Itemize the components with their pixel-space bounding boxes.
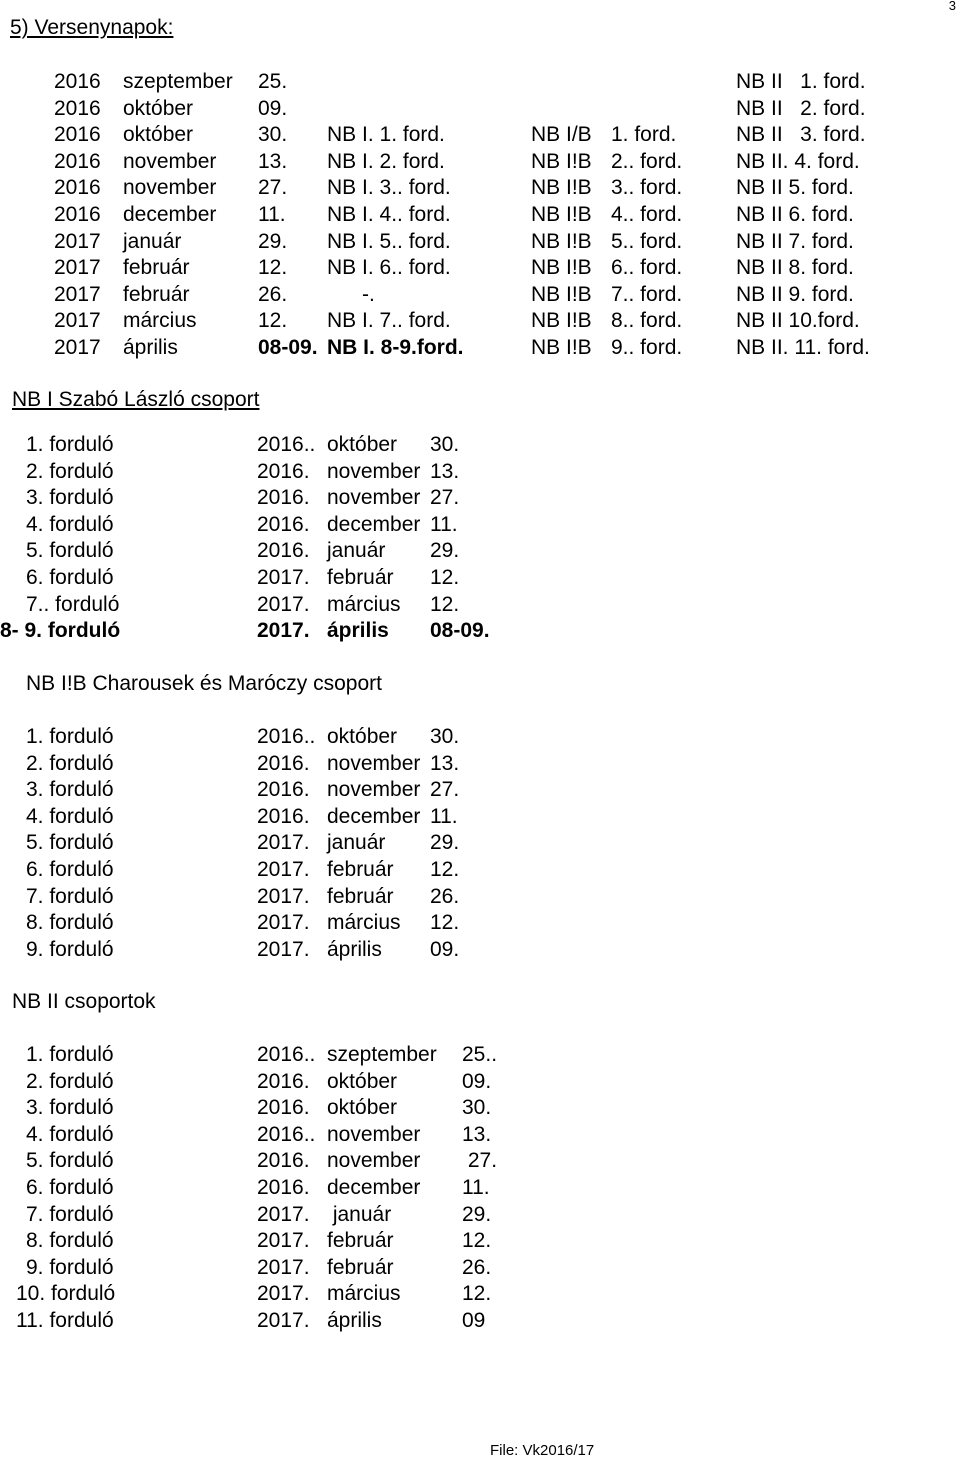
schedule-row [0, 149, 960, 175]
schedule-cell-day: 12. [258, 256, 288, 280]
schedule-cell-nb1b-b: 2.. ford. [611, 149, 683, 173]
schedule-cell-nb1b-a: NB I!B [531, 176, 592, 200]
schedule-cell-nb1: NB I. 3.. ford. [327, 176, 451, 200]
round-cell-month: november [327, 778, 421, 802]
round-cell-month: április [327, 1309, 382, 1332]
round-cell-round: 5. forduló [26, 831, 114, 855]
round-cell-day: 12. [430, 566, 460, 589]
schedule-cell-nb2: NB II 2. ford. [736, 96, 866, 120]
round-cell-day: 13. [430, 459, 460, 483]
round-cell-month: január [327, 1202, 392, 1226]
schedule-cell-nb1b-b: 5.. ford. [611, 229, 683, 253]
round-cell-day: 11. [462, 1176, 490, 1199]
round-cell-round: 1. forduló [26, 725, 114, 748]
round-cell-round: 4. forduló [26, 512, 114, 536]
schedule-cell-day: 11. [258, 203, 286, 226]
round-row [0, 1308, 960, 1334]
round-cell-month: február [327, 1255, 394, 1279]
schedule-cell-day: 27. [258, 176, 288, 200]
round-cell-year: 2017. [257, 1282, 310, 1306]
round-cell-month: február [327, 566, 394, 589]
schedule-cell-nb2: NB II 8. ford. [736, 256, 854, 280]
schedule-cell-nb1b-a: NB I!B [531, 282, 592, 306]
round-row [0, 432, 960, 458]
schedule-cell-nb1b-b: 1. ford. [611, 123, 677, 147]
page-heading: 5) Versenynapok: [10, 16, 174, 39]
round-row [0, 910, 960, 936]
round-cell-month: szeptember [327, 1043, 437, 1066]
schedule-cell-nb1b-b: 9.. ford. [611, 336, 683, 359]
round-cell-day: 27. [462, 1149, 498, 1173]
round-cell-month: november [327, 486, 421, 510]
schedule-cell-nb1b-b: 6.. ford. [611, 256, 683, 280]
schedule-row [0, 175, 960, 201]
round-row [0, 724, 960, 750]
schedule-cell-month: szeptember [123, 70, 233, 93]
schedule-cell-month: október [123, 96, 194, 120]
round-cell-round: 3. forduló [26, 1096, 114, 1120]
schedule-cell-nb1b-a: NB I!B [531, 149, 592, 173]
round-cell-month: január [327, 831, 386, 855]
schedule-cell-month: október [123, 123, 194, 147]
round-cell-round: 5. forduló [26, 539, 114, 563]
round-cell-year: 2016. [257, 1069, 310, 1093]
round-cell-day: 12. [430, 911, 460, 935]
round-cell-day: 27. [430, 778, 460, 802]
schedule-cell-day: 13. [258, 149, 288, 173]
round-cell-day: 29. [462, 1202, 492, 1226]
schedule-cell-nb1b-a: NB I!B [531, 309, 592, 333]
schedule-cell-month: április [123, 336, 178, 359]
round-cell-round: 2. forduló [26, 1069, 114, 1093]
schedule-cell-year: 2017 [54, 282, 101, 306]
round-cell-month: december [327, 804, 421, 828]
round-row [0, 830, 960, 856]
round-cell-round: 6. forduló [26, 1176, 114, 1199]
round-cell-day: 12. [462, 1229, 492, 1253]
round-cell-year: 2017. [257, 884, 310, 908]
round-cell-round: 11. forduló [16, 1309, 114, 1332]
round-cell-round: 6. forduló [26, 858, 114, 881]
schedule-cell-nb1: NB I. 4.. ford. [327, 203, 451, 226]
schedule-cell-day: 08-09. [258, 336, 318, 359]
round-cell-day: 26. [430, 884, 460, 908]
round-cell-year: 2017. [257, 619, 310, 643]
page-number: 3 [948, 0, 956, 13]
round-row [0, 618, 960, 644]
round-cell-month: április [327, 619, 389, 643]
schedule-cell-nb1: NB I. 2. ford. [327, 149, 445, 173]
schedule-row [0, 122, 960, 148]
round-cell-round: 8. forduló [26, 911, 114, 935]
round-row [0, 1255, 960, 1281]
schedule-row [0, 308, 960, 334]
round-cell-day: 12. [430, 592, 460, 616]
round-row [0, 1122, 960, 1148]
round-cell-round: 3. forduló [26, 486, 114, 510]
schedule-row [0, 255, 960, 281]
schedule-cell-nb1b-b: 8.. ford. [611, 309, 683, 333]
schedule-cell-day: 12. [258, 309, 288, 333]
schedule-cell-year: 2017 [54, 229, 101, 253]
round-cell-month: február [327, 1229, 394, 1253]
round-cell-round: 7. forduló [26, 884, 114, 908]
round-row [0, 1042, 960, 1068]
schedule-cell-nb1: NB I. 1. ford. [327, 123, 445, 147]
round-row [0, 884, 960, 910]
round-cell-round: 6. forduló [26, 566, 114, 589]
schedule-cell-nb2: NB II 5. ford. [736, 176, 854, 200]
nb1-section-title: NB I Szabó László csoport [12, 388, 260, 411]
schedule-cell-day: 09. [258, 96, 288, 120]
round-cell-day: 09 [462, 1309, 486, 1332]
schedule-row [0, 69, 960, 95]
round-row [0, 1175, 960, 1201]
round-cell-year: 2016. [257, 486, 310, 510]
round-cell-day: 30. [430, 725, 460, 748]
round-row [0, 1228, 960, 1254]
schedule-cell-month: február [123, 256, 190, 280]
round-row [0, 937, 960, 963]
schedule-cell-month: november [123, 176, 217, 200]
round-cell-month: november [327, 1149, 421, 1173]
schedule-cell-day: 26. [258, 282, 288, 306]
round-cell-month: október [327, 433, 398, 456]
schedule-cell-nb2: NB II 1. ford. [736, 70, 866, 93]
round-row [0, 459, 960, 485]
schedule-cell-year: 2016 [54, 149, 101, 173]
schedule-row [0, 335, 960, 361]
round-cell-round: 4. forduló [26, 1122, 114, 1146]
round-cell-month: október [327, 725, 398, 748]
round-cell-day: 11. [430, 512, 458, 536]
round-cell-year: 2017. [257, 592, 310, 616]
round-cell-year: 2017. [257, 566, 310, 589]
round-cell-year: 2017. [257, 831, 310, 855]
schedule-cell-nb2: NB II 3. ford. [736, 123, 866, 147]
schedule-cell-month: január [123, 229, 182, 253]
round-cell-day: 29. [430, 831, 460, 855]
round-cell-month: december [327, 512, 421, 536]
round-cell-day: 30. [430, 433, 460, 456]
round-row [0, 592, 960, 618]
round-row [0, 751, 960, 777]
round-cell-day: 30. [462, 1096, 492, 1120]
schedule-cell-day: 25. [258, 70, 288, 93]
schedule-cell-day: 30. [258, 123, 288, 147]
footer-file-label: File: Vk2016/17 [490, 1442, 595, 1459]
round-cell-year: 2016. [257, 539, 310, 563]
round-row [0, 1202, 960, 1228]
schedule-cell-month: február [123, 282, 190, 306]
round-cell-month: február [327, 858, 394, 881]
round-cell-day: 12. [430, 858, 460, 881]
schedule-cell-year: 2017 [54, 256, 101, 280]
round-cell-year: 2016. [257, 459, 310, 483]
schedule-cell-year: 2017 [54, 336, 101, 359]
schedule-row [0, 282, 960, 308]
schedule-cell-nb1: NB I. 8-9.ford. [327, 336, 464, 359]
round-cell-month: január [327, 539, 386, 563]
round-row [0, 485, 960, 511]
round-row [0, 777, 960, 803]
schedule-cell-nb1b-a: NB I/B [531, 123, 592, 147]
round-cell-month: október [327, 1069, 398, 1093]
round-row [0, 857, 960, 883]
round-cell-round: 7.. forduló [26, 592, 120, 616]
round-cell-day: 08-09. [430, 619, 490, 643]
round-cell-day: 11. [430, 804, 458, 828]
round-cell-year: 2016. [257, 1096, 310, 1120]
schedule-cell-month: március [123, 309, 197, 333]
round-cell-month: március [327, 1282, 401, 1306]
round-cell-year: 2016. [257, 804, 310, 828]
round-cell-day: 12. [462, 1282, 492, 1306]
round-cell-year: 2016. [257, 1149, 310, 1173]
schedule-cell-month: december [123, 203, 217, 226]
schedule-cell-nb2: NB II. 4. ford. [736, 149, 860, 173]
round-cell-year: 2017. [257, 1202, 310, 1226]
schedule-cell-nb2: NB II. 11. ford. [736, 336, 870, 359]
round-cell-year: 2016. [257, 778, 310, 802]
round-cell-round: 7. forduló [26, 1202, 114, 1226]
round-cell-year: 2017. [257, 937, 310, 961]
round-cell-round: 3. forduló [26, 778, 114, 802]
round-cell-round: 9. forduló [26, 1255, 114, 1279]
round-cell-round: 1. forduló [26, 1043, 114, 1066]
schedule-cell-nb1b-a: NB I!B [531, 256, 592, 280]
round-cell-month: november [327, 459, 421, 483]
round-cell-day: 09. [430, 937, 460, 961]
round-cell-day: 27. [430, 486, 460, 510]
round-cell-year: 2016. [257, 512, 310, 536]
round-row [0, 512, 960, 538]
round-cell-month: február [327, 884, 394, 908]
round-cell-month: április [327, 937, 382, 961]
round-row [0, 1095, 960, 1121]
round-cell-year: 2016.. [257, 1043, 316, 1066]
schedule-cell-nb1b-a: NB I!B [531, 336, 592, 359]
round-cell-month: december [327, 1176, 421, 1199]
round-cell-year: 2016.. [257, 1122, 316, 1146]
schedule-cell-nb1b-a: NB I!B [531, 229, 592, 253]
schedule-row [0, 229, 960, 255]
round-row [0, 1148, 960, 1174]
schedule-cell-nb1: -. [327, 282, 375, 306]
round-cell-round: 10. forduló [16, 1282, 116, 1306]
round-row [0, 538, 960, 564]
round-cell-day: 13. [430, 751, 460, 775]
schedule-cell-nb1b-b: 4.. ford. [611, 203, 683, 226]
round-cell-month: november [327, 751, 421, 775]
round-cell-year: 2017. [257, 1309, 310, 1332]
round-row [0, 1281, 960, 1307]
schedule-cell-nb1: NB I. 7.. ford. [327, 309, 451, 333]
schedule-cell-year: 2017 [54, 309, 101, 333]
schedule-cell-year: 2016 [54, 123, 101, 147]
schedule-row [0, 202, 960, 228]
round-cell-round: 1. forduló [26, 433, 114, 456]
round-cell-month: november [327, 1122, 421, 1146]
schedule-cell-nb2: NB II 9. ford. [736, 282, 854, 306]
round-cell-day: 26. [462, 1255, 492, 1279]
round-cell-day: 09. [462, 1069, 492, 1093]
schedule-cell-nb1b-a: NB I!B [531, 203, 592, 226]
round-cell-year: 2016. [257, 751, 310, 775]
round-cell-year: 2016.. [257, 433, 316, 456]
round-cell-year: 2016.. [257, 725, 316, 748]
round-cell-year: 2017. [257, 1229, 310, 1253]
round-row [0, 1069, 960, 1095]
round-cell-round: 9. forduló [26, 937, 114, 961]
schedule-cell-nb2: NB II 7. ford. [736, 229, 854, 253]
nb1b-section-title: NB I!B Charousek és Maróczy csoport [26, 672, 382, 695]
schedule-cell-year: 2016 [54, 70, 101, 93]
schedule-row [0, 96, 960, 122]
round-cell-day: 13. [462, 1122, 492, 1146]
round-row [0, 804, 960, 830]
round-cell-round: 8- 9. forduló [0, 619, 121, 643]
round-cell-year: 2017. [257, 1255, 310, 1279]
schedule-cell-nb2: NB II 10.ford. [736, 309, 860, 333]
round-cell-month: március [327, 911, 401, 935]
round-cell-year: 2016. [257, 1176, 310, 1199]
nb2-section-title: NB II csoportok [12, 990, 156, 1013]
round-cell-round: 8. forduló [26, 1229, 114, 1253]
round-cell-day: 29. [430, 539, 460, 563]
round-cell-day: 25.. [462, 1043, 498, 1066]
schedule-cell-day: 29. [258, 229, 288, 253]
round-cell-round: 2. forduló [26, 459, 114, 483]
schedule-cell-nb1: NB I. 5.. ford. [327, 229, 451, 253]
schedule-cell-nb1b-b: 7.. ford. [611, 282, 683, 306]
round-cell-round: 2. forduló [26, 751, 114, 775]
schedule-cell-nb1b-b: 3.. ford. [611, 176, 683, 200]
round-cell-round: 4. forduló [26, 804, 114, 828]
round-row [0, 565, 960, 591]
schedule-cell-year: 2016 [54, 96, 101, 120]
round-cell-month: október [327, 1096, 398, 1120]
schedule-cell-year: 2016 [54, 176, 101, 200]
round-cell-month: március [327, 592, 401, 616]
schedule-cell-nb2: NB II 6. ford. [736, 203, 854, 226]
round-cell-year: 2017. [257, 858, 310, 881]
schedule-cell-year: 2016 [54, 203, 101, 226]
round-cell-round: 5. forduló [26, 1149, 114, 1173]
schedule-cell-month: november [123, 149, 217, 173]
schedule-cell-nb1: NB I. 6.. ford. [327, 256, 451, 280]
round-cell-year: 2017. [257, 911, 310, 935]
